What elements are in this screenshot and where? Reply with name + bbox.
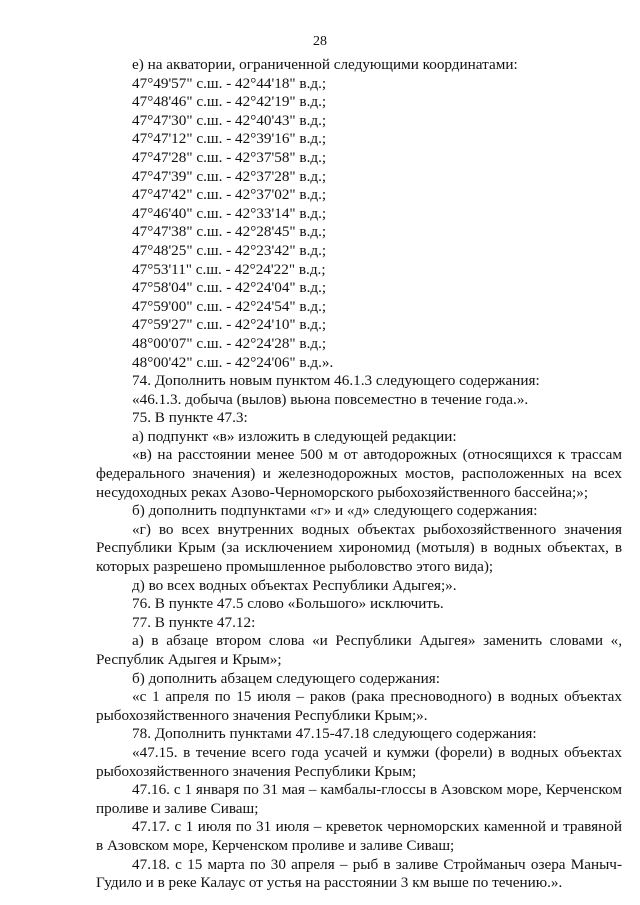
paragraph: а) в абзаце втором слова «и Республики Адыгея» заменить словами «, Республик Адыгея и Крым»;: [96, 632, 622, 668]
paragraph: а) подпункт «в» изложить в следующей редакции:: [132, 427, 457, 445]
paragraph: «с 1 апреля по 15 июля – раков (рака пресноводного) в водных объектах рыбохозяйственного значения Республики Крым;».: [96, 688, 622, 724]
coordinate-line: 47°48'25" с.ш. - 42°23'42" в.д.;: [132, 241, 327, 259]
paragraph: «в) на расстоянии менее 500 м от автодорожных (относящихся к трассам федерального значения) и железнодорожных мостов, расположенных на всех несудоходных реках Азово-Черноморского рыбохозяйственного бассейна;»;: [96, 446, 622, 501]
page-number: 28: [313, 34, 327, 49]
paragraph: «47.15. в течение всего года усачей и кумжи (форели) в водных объектах рыбохозяйственного значения Республики Крым;: [96, 743, 622, 780]
coordinate-line: 47°58'04" с.ш. - 42°24'04" в.д.;: [132, 279, 327, 297]
coordinate-line: 47°47'30" с.ш. - 42°40'43" в.д.;: [132, 111, 327, 129]
paragraph: 76. В пункте 47.5 слово «Большого» исключить.: [132, 595, 444, 613]
coordinate-list: [96, 75, 622, 373]
paragraph: «г) во всех внутренних водных объектах рыбохозяйственного значения Республики Крым (за исключением хирономид (мотыля) в водных объектах, в которых разрешено промышленное рыболовство этого вида);: [96, 520, 622, 576]
paragraph: 75. В пункте 47.3:: [132, 409, 248, 427]
paragraph: 47.16. с 1 января по 31 мая – камбалы-глоссы в Азовском море, Керченском проливе и заливе Сиваш;: [96, 781, 622, 817]
paragraph: б) дополнить подпунктами «г» и «д» следующего содержания:: [132, 502, 538, 520]
paragraph: д) во всех водных объектах Республики Адыгея;».: [132, 576, 457, 594]
coordinate-line: 47°59'00" с.ш. - 42°24'54" в.д.;: [132, 297, 327, 315]
coordinate-line: 47°53'11" с.ш. - 42°24'22" в.д.;: [132, 260, 326, 278]
document-body: [96, 56, 622, 893]
coordinate-line: 47°47'28" с.ш. - 42°37'58" в.д.;: [132, 148, 327, 166]
paragraph: 78. Дополнить пунктами 47.15-47.18 следующего содержания:: [132, 725, 537, 743]
coordinate-line: 47°47'39" с.ш. - 42°37'28" в.д.;: [132, 167, 327, 185]
coordinate-line: 47°46'40" с.ш. - 42°33'14" в.д.;: [132, 204, 327, 222]
coordinate-line: 47°49'57" с.ш. - 42°44'18" в.д.;: [132, 74, 327, 92]
paragraph: 77. В пункте 47.12:: [132, 613, 256, 631]
coordinate-line: 47°47'42" с.ш. - 42°37'02" в.д.;: [132, 186, 327, 204]
paragraph: 47.17. с 1 июля по 31 июля – креветок черноморских каменной и травяной в Азовском море, Керченском проливе и заливе Сиваш;: [96, 818, 622, 854]
paragraph: б) дополнить абзацем следующего содержания:: [132, 669, 440, 687]
coordinate-line: 47°48'46" с.ш. - 42°42'19" в.д.;: [132, 93, 327, 111]
coordinate-line: 48°00'42" с.ш. - 42°24'06" в.д.».: [132, 353, 334, 371]
coordinate-line: 48°00'07" с.ш. - 42°24'28" в.д.;: [132, 334, 327, 352]
intro-paragraph: е) на акватории, ограниченной следующими координатами:: [132, 56, 518, 73]
paragraph: 47.18. с 15 марта по 30 апреля – рыб в заливе Стройманыч озера Маныч-Гудило и в реке Калаус от устья на расстоянии 3 км выше по течению.».: [96, 855, 622, 892]
paragraph-list: [96, 372, 622, 893]
coordinate-line: 47°59'27" с.ш. - 42°24'10" в.д.;: [132, 316, 327, 334]
coordinate-line: 47°47'12" с.ш. - 42°39'16" в.д.;: [132, 130, 327, 148]
paragraph: 74. Дополнить новым пунктом 46.1.3 следующего содержания:: [132, 372, 540, 390]
paragraph: «46.1.3. добыча (вылов) вьюна повсеместно в течение года.».: [132, 390, 529, 408]
coordinate-line: 47°47'38" с.ш. - 42°28'45" в.д.;: [132, 223, 327, 241]
